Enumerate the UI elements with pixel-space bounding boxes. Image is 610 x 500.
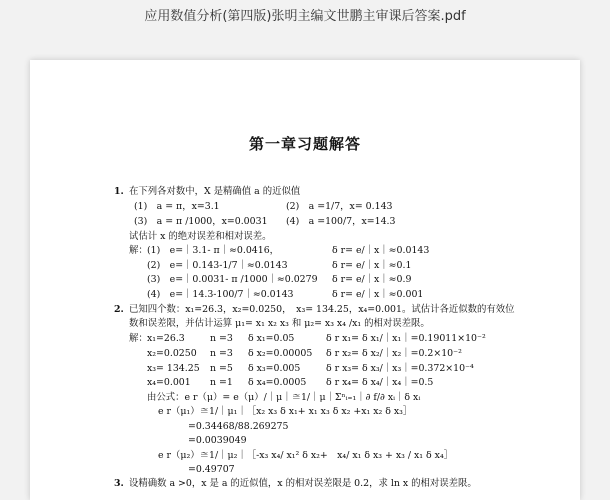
q2-formula: 由公式：e r（μ）= e（μ）/｜μ｜≅1/｜μ｜Σⁿᵢ₌₁｜∂ f/∂ xᵢ｜δ xᵢ <box>147 392 421 403</box>
q1-rel-2: δ r= e/｜x｜≈0.1 <box>332 260 412 271</box>
q2-row-1-dr: δ r x₁= δ x₁/｜x₁｜=0.19011×10⁻² <box>326 333 486 344</box>
q2-row-3-dx: δ x₃=0.005 <box>248 363 301 374</box>
q2-row-2-n: n =3 <box>210 348 233 359</box>
chapter-heading: 第一章习题解答 <box>248 135 361 153</box>
q2-row-4-dx: δ x₄=0.0005 <box>248 377 307 388</box>
q2-row-1-x: x₁=26.3 <box>147 333 185 344</box>
q1-task: 试估计 x 的绝对误差和相对误差。 <box>129 231 272 242</box>
q1-item-1: (1) a = π，x=3.1 <box>134 201 220 212</box>
q1-rel-1: δ r= e/｜x｜≈0.0143 <box>332 245 430 256</box>
q2-mu1-value-2: =0.0039049 <box>188 435 247 446</box>
q1-abs-3: (3) e=｜0.0031- π /1000｜≈0.0279 <box>147 274 318 285</box>
q2-mu2-formula: e r（μ₂）≅1/｜μ₂｜［-x₃ x₄/ x₁² δ x₂+ x₄/ x₁ δ x₃ + x₃ / x₁ δ x₄］ <box>158 450 454 461</box>
q2-row-4-n: n =1 <box>210 377 233 388</box>
q1-text: 在下列各对数中，X 是精确值 a 的近似值 <box>129 186 301 197</box>
q1-abs-2: (2) e=｜0.143-1/7｜≈0.0143 <box>147 260 288 271</box>
q1-item-4: (4) a =100/7，x=14.3 <box>286 216 396 227</box>
q2-mu2-value-1: =0.49707 <box>188 464 235 475</box>
q1-solution-label: 解： <box>129 245 148 256</box>
q2-row-2-x: x₂=0.0250 <box>147 348 197 359</box>
document-title: 应用数值分析(第四版)张明主编文世鹏主审课后答案.pdf <box>144 9 466 24</box>
q3-text: 设精确数 a >0，x 是 a 的近似值，x 的相对误差限是 0.2，求 ln x 的相对误差限。 <box>129 478 477 489</box>
q2-row-4-x: x₄=0.001 <box>147 377 191 388</box>
q2-text-2: 数和误差限，并估计运算 μ₁= x₁ x₂ x₃ 和 μ₂= x₃ x₄ /x₁ 的相对误差限。 <box>129 318 430 329</box>
q1-rel-3: δ r= e/｜x｜≈0.9 <box>332 274 412 285</box>
q2-number: 2. <box>114 304 124 315</box>
q2-mu1-formula: e r（μ₁）≅1/｜μ₁｜［x₂ x₃ δ x₁+ x₁ x₃ δ x₂ +x₁ x₂ δ x₃］ <box>158 406 413 417</box>
q1-abs-4: (4) e=｜14.3-100/7｜≈0.0143 <box>147 289 294 300</box>
q1-number: 1. <box>114 186 124 197</box>
q1-rel-4: δ r= e/｜x｜≈0.001 <box>332 289 424 300</box>
q2-mu1-value-1: =0.34468/88.269275 <box>188 421 289 432</box>
q1-abs-1: (1) e=｜3.1- π｜≈0.0416， <box>147 245 280 256</box>
q3-number: 3. <box>114 478 124 489</box>
q2-row-4-dr: δ r x₄= δ x₄/｜x₄｜=0.5 <box>326 377 434 388</box>
q2-row-3-dr: δ r x₃= δ x₃/｜x₃｜=0.372×10⁻⁴ <box>326 363 474 374</box>
q1-item-2: (2) a =1/7，x= 0.143 <box>286 201 393 212</box>
q2-row-3-n: n =5 <box>210 363 233 374</box>
q2-row-2-dr: δ r x₂= δ x₂/｜x₂｜=0.2×10⁻² <box>326 348 462 359</box>
q2-solution-label: 解： <box>129 333 148 344</box>
pdf-page <box>30 60 580 500</box>
title-bar <box>0 0 610 52</box>
q2-row-1-n: n =3 <box>210 333 233 344</box>
q2-text-1: 已知四个数：x₁=26.3，x₂=0.0250， x₃= 134.25，x₄=0.001。试估计各近似数的有效位 <box>129 304 515 315</box>
q2-row-2-dx: δ x₂=0.00005 <box>248 348 313 359</box>
q1-item-3: (3) a = π /1000，x=0.0031 <box>134 216 268 227</box>
q2-row-1-dx: δ x₁=0.05 <box>248 333 295 344</box>
q2-row-3-x: x₃= 134.25 <box>147 363 200 374</box>
